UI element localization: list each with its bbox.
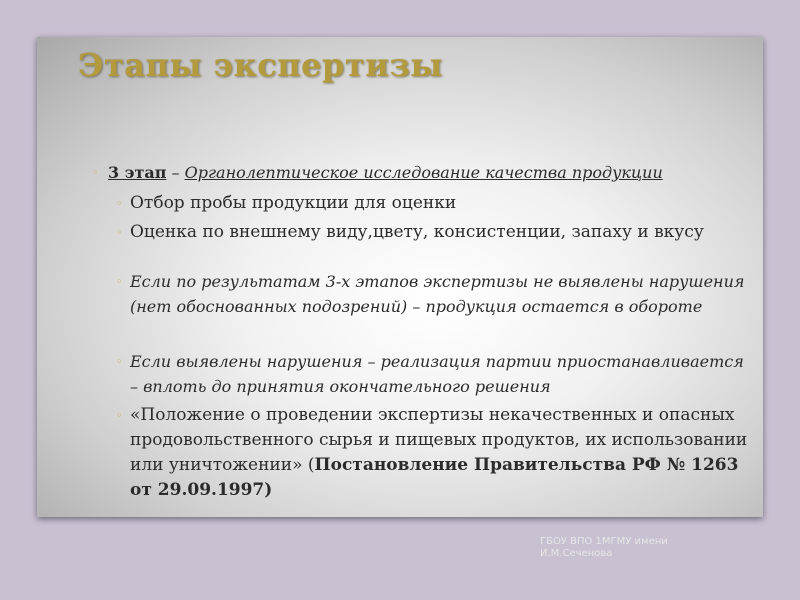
list-item xyxy=(78,191,750,216)
stage-label: 3 этап xyxy=(108,163,167,182)
bullet-icon: ◦ xyxy=(92,166,99,179)
slide-content xyxy=(78,160,750,507)
note-text: Если выявлены нарушения – реализация партии приостанавливается – вплоть до принятия окончательного решения xyxy=(130,352,744,396)
list-item xyxy=(78,220,750,245)
note-text: Если по результатам 3-х этапов экспертизы не выявлены нарушения (нет обоснованных подозрений) – продукция остается в обороте xyxy=(130,272,745,316)
bullet-icon: ◦ xyxy=(116,226,123,239)
regulation-bold: Постановление Правительства РФ № 1263 от 29.09.1997) xyxy=(130,455,739,500)
footer-text: ГБОУ ВПО 1МГМУ имени И.М.Сеченова xyxy=(540,536,668,559)
stage-description: Органолептическое исследование качества продукции xyxy=(184,163,663,182)
bullet-icon: ◦ xyxy=(116,355,123,368)
stage-bullet xyxy=(78,160,750,185)
regulation-text: «Положение о проведении экспертизы некачественных и опасных продовольственного сырья и пищевых продуктов, их использовании или уничтожении» ( xyxy=(130,405,748,475)
bullet-icon: ◦ xyxy=(116,409,123,422)
bullet-icon: ◦ xyxy=(116,275,123,288)
note-item xyxy=(78,269,750,319)
bullet-icon: ◦ xyxy=(116,197,123,210)
slide-title: Этапы экспертизы xyxy=(78,46,443,84)
item-text: Отбор пробы продукции для оценки xyxy=(130,193,457,213)
stage-dash: – xyxy=(166,163,185,182)
item-text: Оценка по внешнему виду,цвету, консистенции, запаху и вкусу xyxy=(130,222,704,242)
regulation-item xyxy=(78,403,750,503)
note-item xyxy=(78,349,750,399)
